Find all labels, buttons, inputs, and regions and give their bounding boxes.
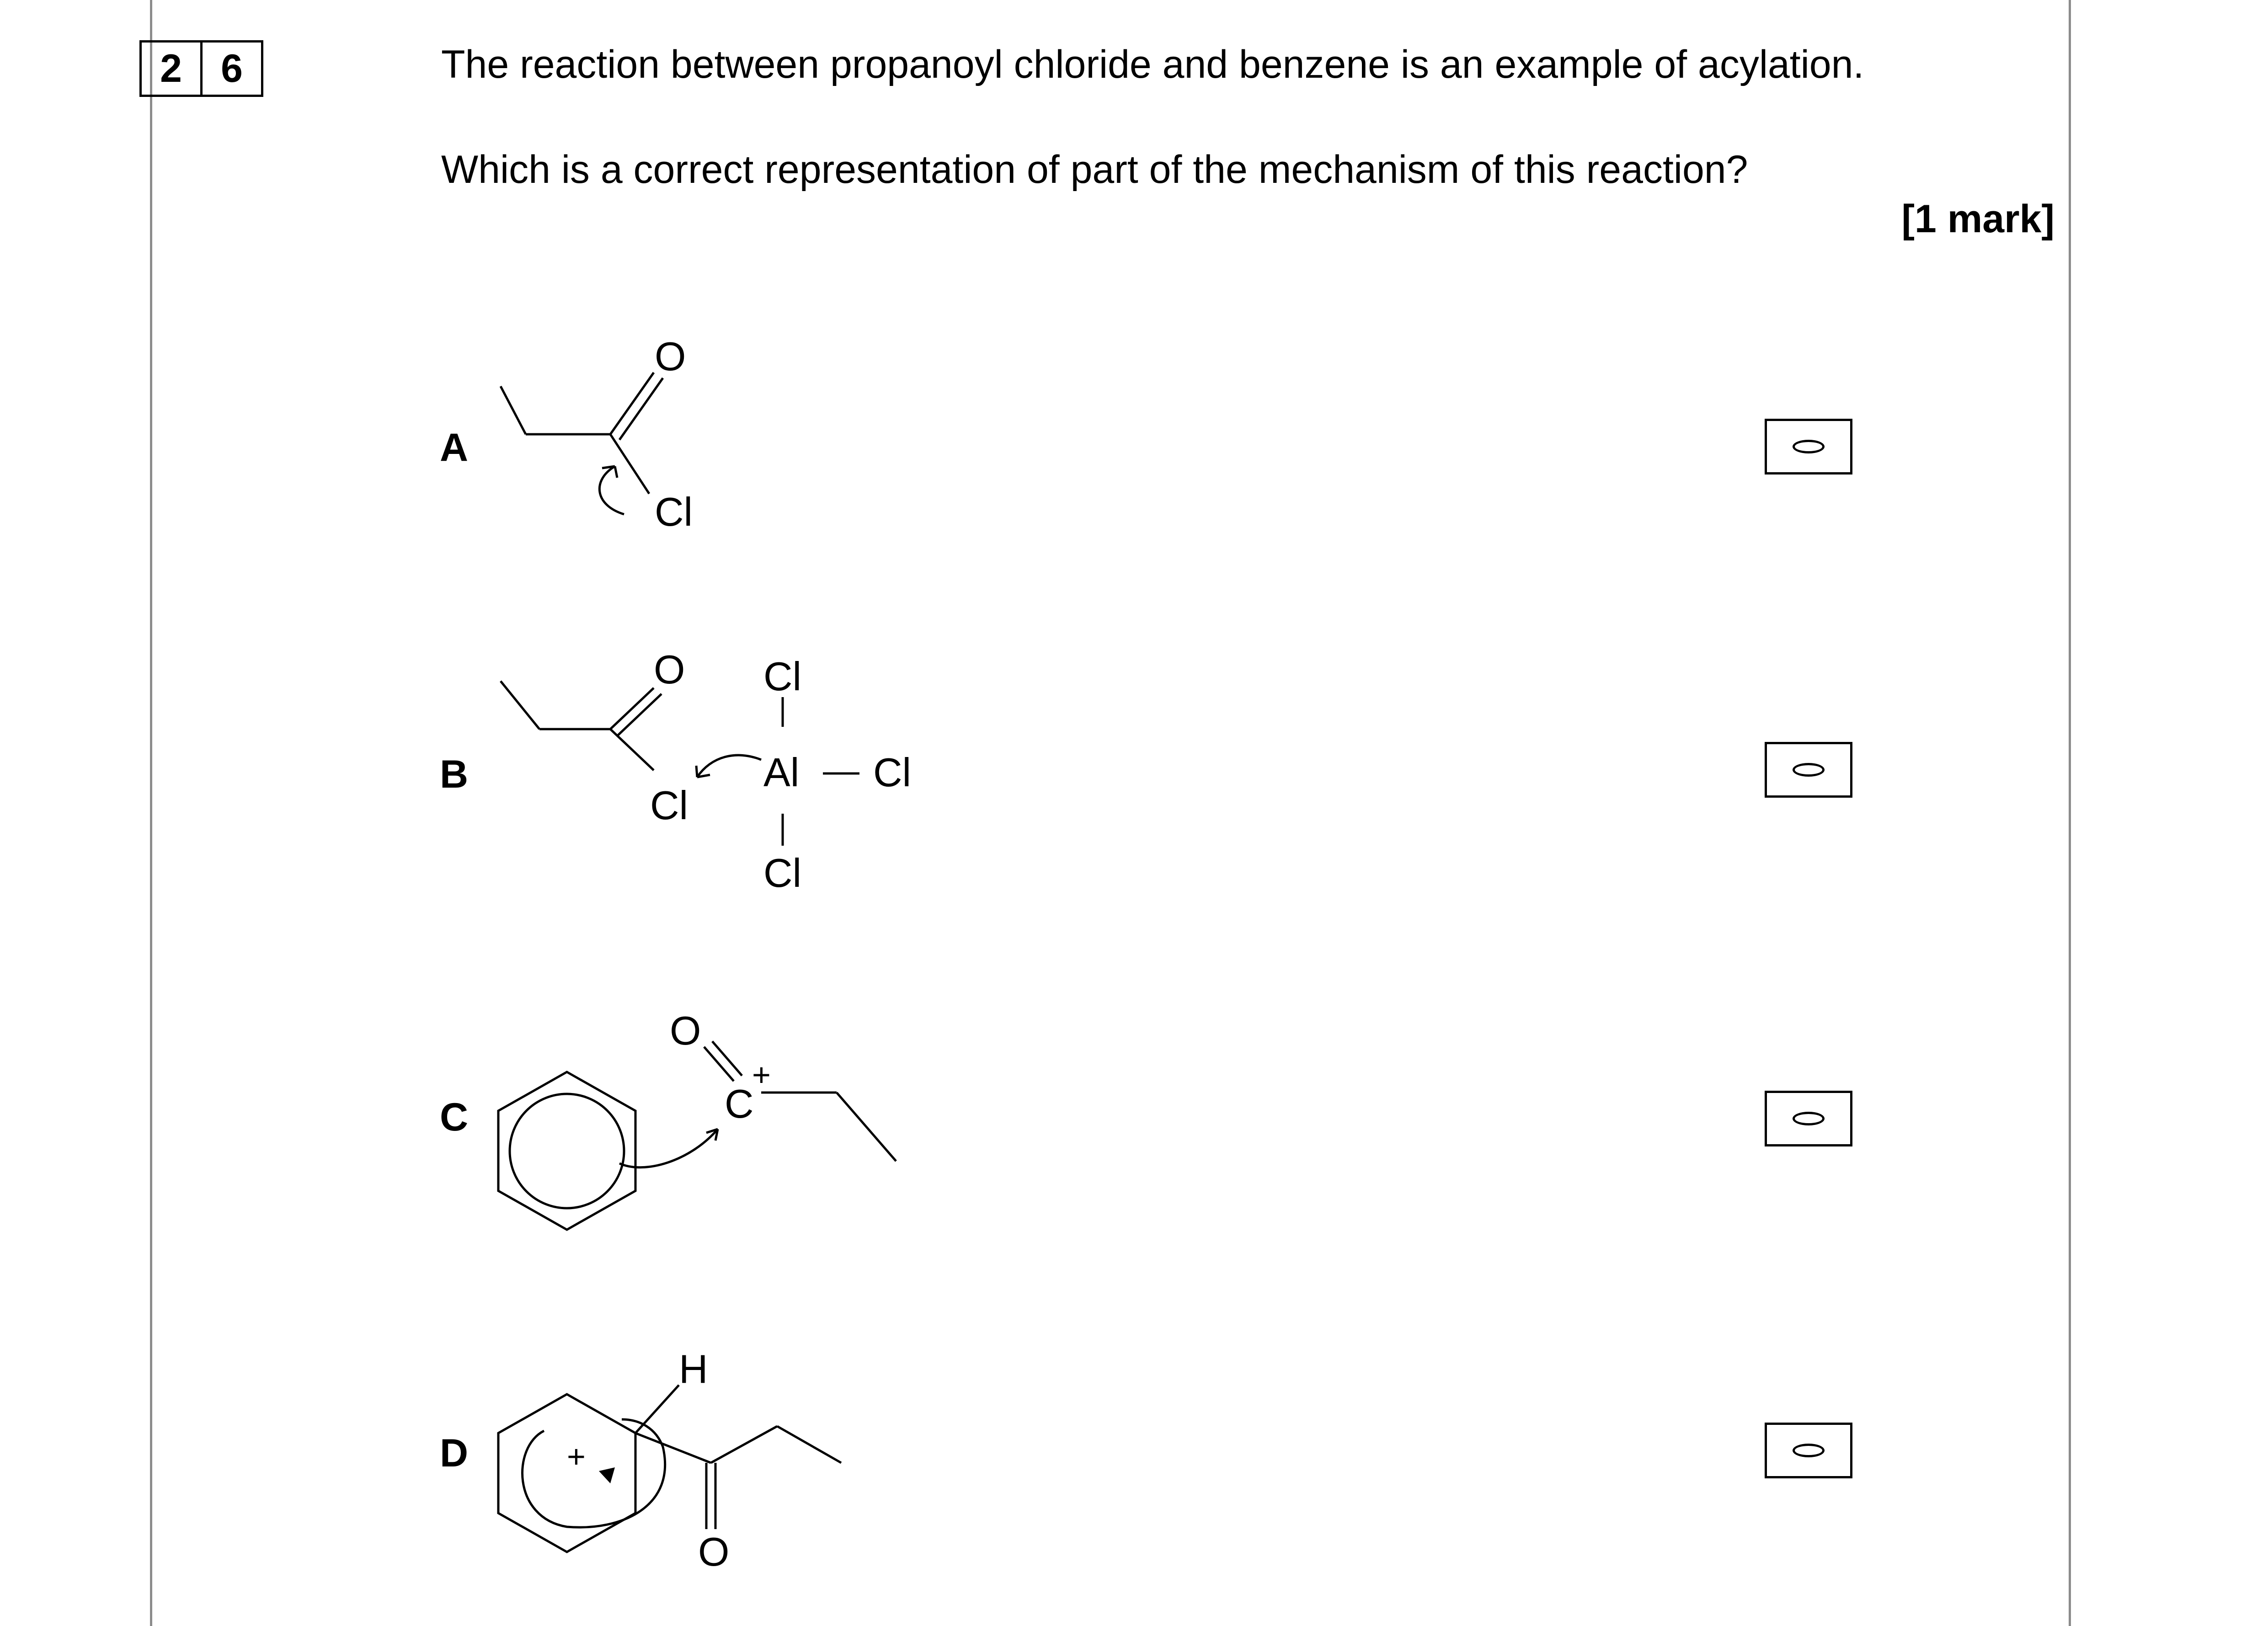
option-a-answer-box[interactable] bbox=[1765, 419, 1852, 474]
option-d-answer-box[interactable] bbox=[1765, 1423, 1852, 1478]
option-d-hydrogen-label: H bbox=[679, 1346, 708, 1391]
option-a-chlorine-label: Cl bbox=[655, 489, 693, 534]
option-b-chlorine-label: Cl bbox=[650, 783, 688, 828]
question-number-digit: 2 bbox=[139, 40, 203, 97]
option-d-arrowhead bbox=[599, 1467, 615, 1483]
option-b-right-chlorine-label: Cl bbox=[873, 750, 912, 795]
option-b-oxygen-label: O bbox=[654, 647, 685, 692]
option-b-bottom-chlorine-label: Cl bbox=[763, 850, 802, 896]
question-number-box bbox=[139, 40, 263, 97]
option-d-oxygen-label: O bbox=[698, 1529, 730, 1574]
option-b-oval[interactable] bbox=[1793, 763, 1825, 777]
option-a-oval[interactable] bbox=[1793, 440, 1825, 453]
option-b-aluminium-label: Al bbox=[763, 750, 800, 795]
question-text-line2: Which is a correct representation of part of the mechanism of this reaction? bbox=[441, 148, 1748, 192]
option-c-answer-box[interactable] bbox=[1765, 1091, 1852, 1146]
right-margin-line bbox=[2069, 0, 2071, 1626]
question-text-line1: The reaction between propanoyl chloride and benzene is an example of acylation. bbox=[441, 43, 1864, 86]
option-a-letter: A bbox=[440, 426, 469, 469]
option-a-structure bbox=[457, 320, 777, 558]
option-b-top-chlorine-label: Cl bbox=[763, 654, 802, 699]
marks-label: [1 mark] bbox=[1901, 197, 2055, 241]
option-c-oxygen-label: O bbox=[670, 1008, 701, 1053]
option-d-letter: D bbox=[440, 1431, 469, 1475]
left-margin-line bbox=[150, 0, 152, 1626]
option-d-plus-charge: + bbox=[567, 1439, 586, 1474]
option-d-structure bbox=[494, 1326, 905, 1582]
option-a-oxygen-label: O bbox=[655, 334, 686, 379]
option-c-structure bbox=[494, 983, 905, 1239]
option-b-answer-box[interactable] bbox=[1765, 742, 1852, 798]
option-c-plus-charge: + bbox=[752, 1057, 771, 1093]
option-d-oval[interactable] bbox=[1793, 1444, 1825, 1457]
option-c-carbon-label: C bbox=[725, 1081, 754, 1126]
option-b-structure bbox=[457, 640, 960, 896]
option-b-letter: B bbox=[440, 752, 469, 796]
question-number-digit: 6 bbox=[200, 40, 263, 97]
option-c-oval[interactable] bbox=[1793, 1112, 1825, 1125]
option-c-letter: C bbox=[440, 1095, 469, 1139]
